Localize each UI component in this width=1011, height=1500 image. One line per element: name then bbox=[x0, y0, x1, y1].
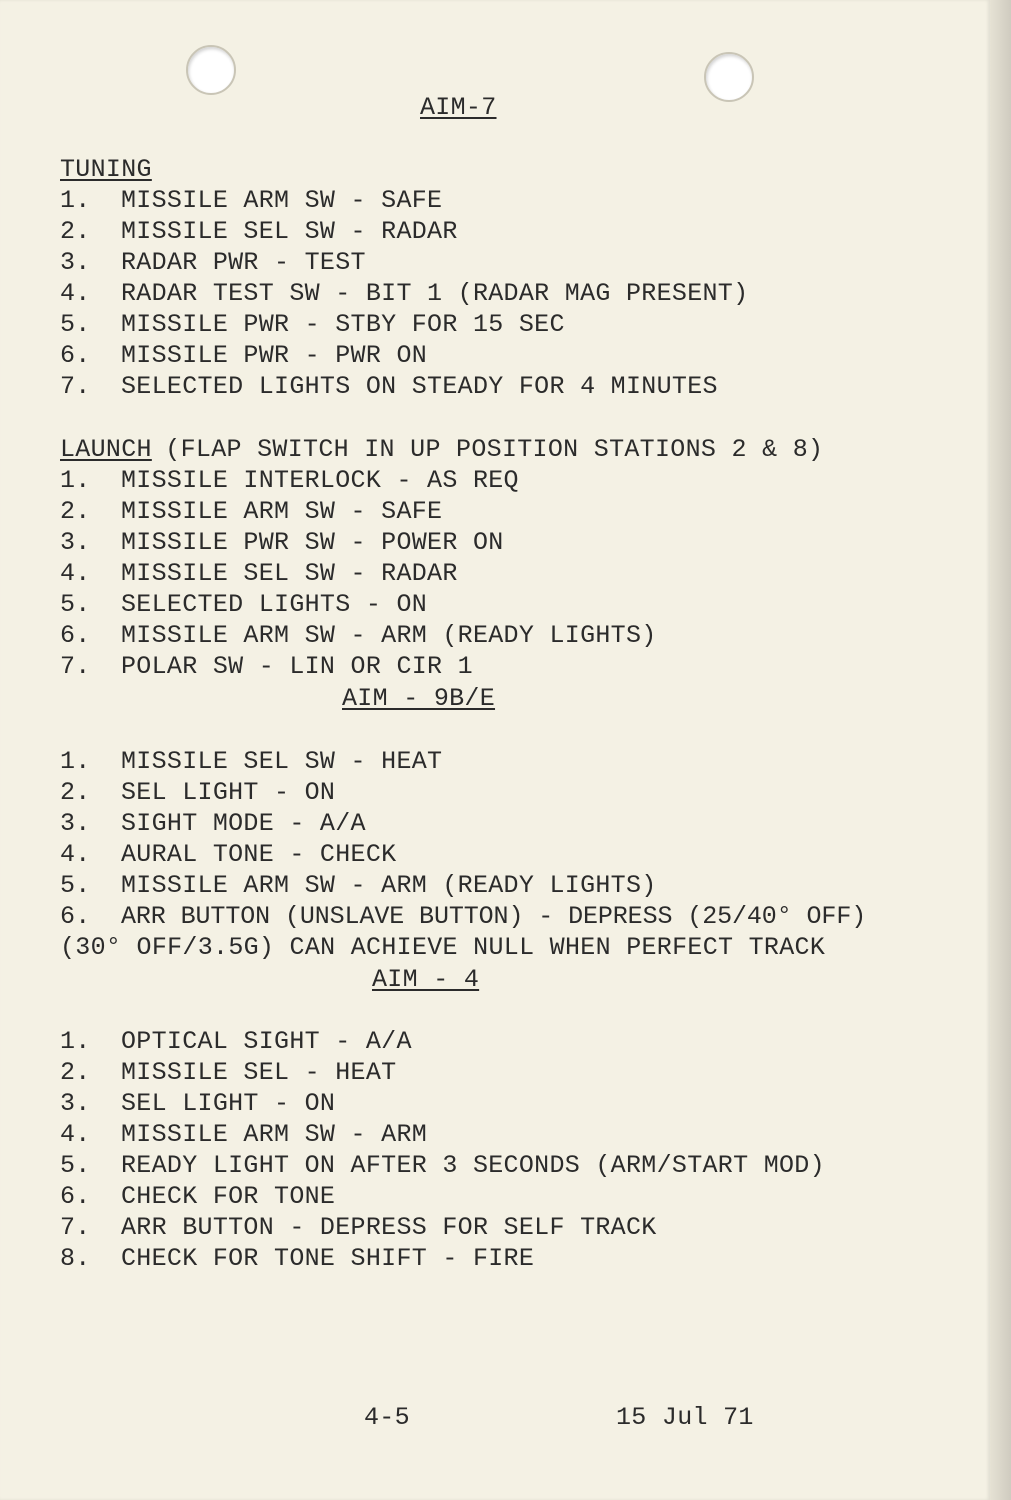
list-item-number: 6. bbox=[60, 621, 91, 650]
list-item: MISSILE ARM SW - ARM (READY LIGHTS) bbox=[121, 871, 657, 900]
list-item: MISSILE PWR - STBY FOR 15 SEC bbox=[121, 310, 565, 339]
list-item-number: 2. bbox=[60, 217, 91, 246]
list-item-continuation: (30° OFF/3.5G) CAN ACHIEVE NULL WHEN PERFECT TRACK bbox=[60, 933, 826, 962]
list-item: CHECK FOR TONE bbox=[121, 1182, 336, 1211]
list-item-number: 7. bbox=[60, 652, 91, 681]
list-item-number: 5. bbox=[60, 310, 91, 339]
list-item-number: 6. bbox=[60, 902, 91, 931]
list-item: SEL LIGHT - ON bbox=[121, 778, 336, 807]
list-item-number: 3. bbox=[60, 528, 91, 557]
list-item: POLAR SW - LIN OR CIR 1 bbox=[121, 652, 473, 681]
list-item: MISSILE SEL SW - RADAR bbox=[121, 217, 458, 246]
list-item: MISSILE PWR SW - POWER ON bbox=[121, 528, 504, 557]
list-item: MISSILE SEL SW - RADAR bbox=[121, 559, 458, 588]
list-item: SEL LIGHT - ON bbox=[121, 1089, 336, 1118]
list-item-number: 7. bbox=[60, 372, 91, 401]
page-date: 15 Jul 71 bbox=[616, 1403, 754, 1432]
list-item-number: 2. bbox=[60, 778, 91, 807]
list-item-number: 2. bbox=[60, 1058, 91, 1087]
list-item-number: 6. bbox=[60, 1182, 91, 1211]
list-item: SELECTED LIGHTS ON STEADY FOR 4 MINUTES bbox=[121, 372, 718, 401]
list-item: ARR BUTTON (UNSLAVE BUTTON) - DEPRESS (25/40° OFF) bbox=[121, 902, 867, 931]
list-item: RADAR PWR - TEST bbox=[121, 248, 366, 277]
list-item-number: 1. bbox=[60, 186, 91, 215]
list-item: READY LIGHT ON AFTER 3 SECONDS (ARM/START MOD) bbox=[121, 1151, 825, 1180]
list-item: AURAL TONE - CHECK bbox=[121, 840, 397, 869]
page-edge bbox=[990, 0, 1011, 1500]
list-item: MISSILE SEL - HEAT bbox=[121, 1058, 397, 1087]
list-item: OPTICAL SIGHT - A/A bbox=[121, 1027, 412, 1056]
list-item-number: 4. bbox=[60, 840, 91, 869]
list-item-number: 1. bbox=[60, 747, 91, 776]
list-item-number: 3. bbox=[60, 809, 91, 838]
list-item-number: 4. bbox=[60, 1120, 91, 1149]
list-item: MISSILE ARM SW - SAFE bbox=[121, 497, 443, 526]
list-item: RADAR TEST SW - BIT 1 (RADAR MAG PRESENT) bbox=[121, 279, 749, 308]
list-item: MISSILE INTERLOCK - AS REQ bbox=[121, 466, 519, 495]
list-item-number: 4. bbox=[60, 279, 91, 308]
list-item-number: 8. bbox=[60, 1244, 91, 1273]
list-item: CHECK FOR TONE SHIFT - FIRE bbox=[121, 1244, 535, 1273]
section-heading-tuning: TUNING bbox=[60, 155, 152, 184]
list-item: MISSILE ARM SW - SAFE bbox=[121, 186, 443, 215]
list-item: MISSILE SEL SW - HEAT bbox=[121, 747, 443, 776]
section-heading-aim4: AIM - 4 bbox=[372, 965, 480, 994]
list-item-number: 5. bbox=[60, 1151, 91, 1180]
page-number: 4-5 bbox=[364, 1403, 410, 1432]
list-item: ARR BUTTON - DEPRESS FOR SELF TRACK bbox=[121, 1213, 657, 1242]
section-heading-launch: LAUNCH bbox=[60, 435, 152, 464]
page-title: AIM-7 bbox=[420, 93, 497, 122]
punch-hole-left bbox=[186, 45, 236, 95]
list-item-number: 6. bbox=[60, 341, 91, 370]
list-item-number: 4. bbox=[60, 559, 91, 588]
punch-hole-right bbox=[704, 52, 754, 102]
list-item-number: 3. bbox=[60, 248, 91, 277]
list-item: MISSILE PWR - PWR ON bbox=[121, 341, 428, 370]
list-item-number: 5. bbox=[60, 590, 91, 619]
list-item: MISSILE ARM SW - ARM bbox=[121, 1120, 428, 1149]
section-heading-aim9: AIM - 9B/E bbox=[342, 684, 496, 713]
list-item: MISSILE ARM SW - ARM (READY LIGHTS) bbox=[121, 621, 657, 650]
list-item: SELECTED LIGHTS - ON bbox=[121, 590, 428, 619]
list-item-number: 3. bbox=[60, 1089, 91, 1118]
list-item-number: 1. bbox=[60, 466, 91, 495]
list-item-number: 1. bbox=[60, 1027, 91, 1056]
list-item: SIGHT MODE - A/A bbox=[121, 809, 366, 838]
list-item-number: 5. bbox=[60, 871, 91, 900]
list-item-number: 7. bbox=[60, 1213, 91, 1242]
launch-note: (FLAP SWITCH IN UP POSITION STATIONS 2 & 8) bbox=[150, 435, 824, 464]
list-item-number: 2. bbox=[60, 497, 91, 526]
